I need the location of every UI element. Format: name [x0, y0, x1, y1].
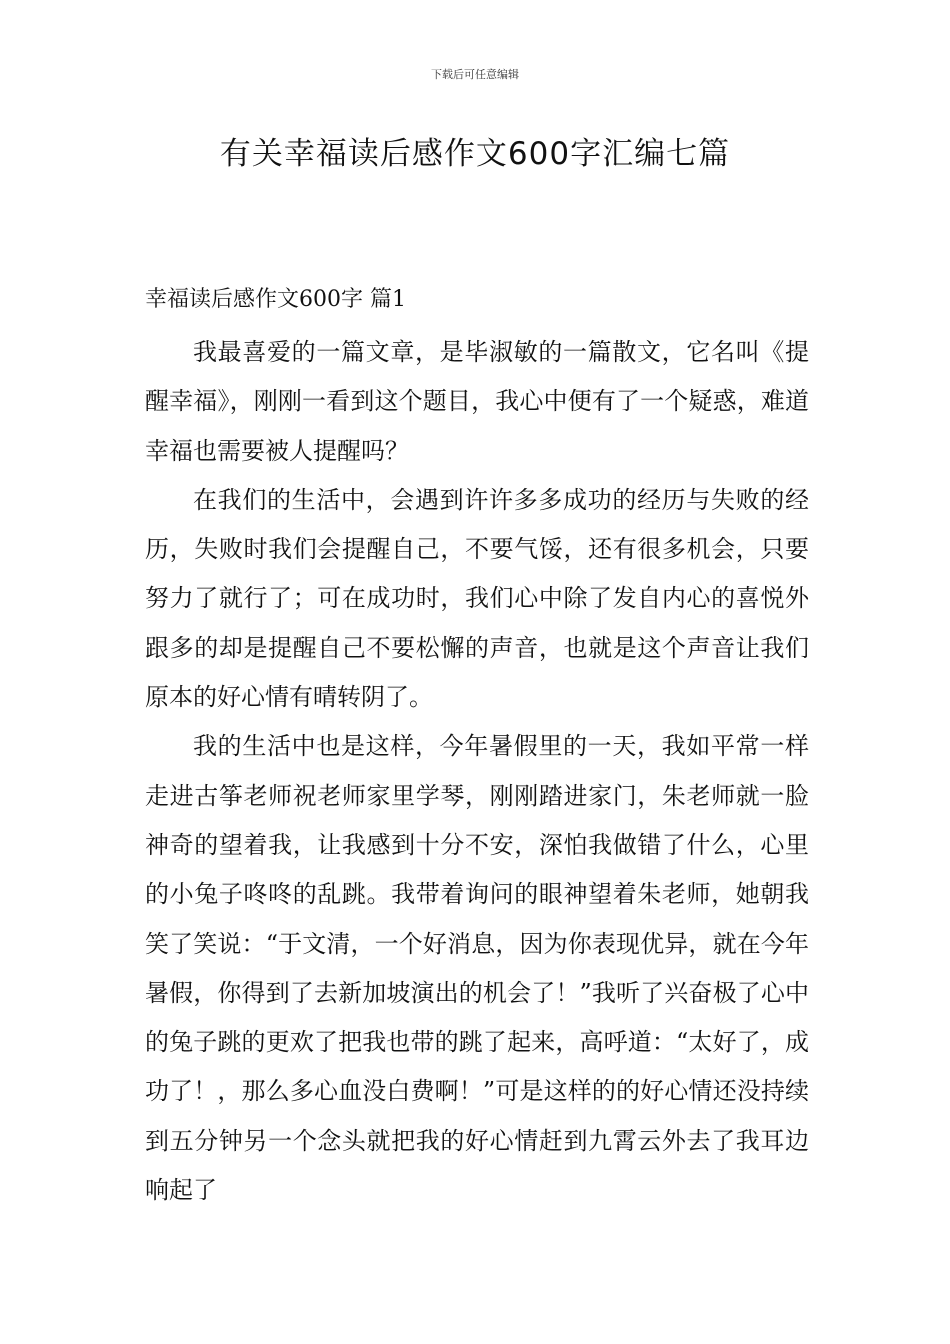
header-note: 下载后可任意编辑 [431, 68, 519, 81]
document-title: 有关幸福读后感作文600字汇编七篇 [219, 136, 731, 172]
section-heading: 幸福读后感作文600字 篇1 [145, 287, 406, 312]
body-text [145, 328, 809, 1215]
paragraph-3: 我的生活中也是这样，今年暑假里的一天，我如平常一样走进古筝老师祝老师家里学琴，刚刚踏进家门，朱老师就一脸神奇的望着我，让我感到十分不安，深怕我做错了什么，心里的小兔子咚咚的乱跳。我带着询问的眼神望着朱老师，她朝我笑了笑说：“于文清，一个好消息，因为你表现优异，就在今年暑假，你得到了去新加坡演出的机会了！”我听了兴奋极了心中的兔子跳的更欢了把我也带的跳了起来，高呼道：“太好了，成功了！，那么多心血没白费啊！”可是这样的的好心情还没持续到五分钟另一个念头就把我的好心情赶到九霄云外去了我耳边响起了 [145, 732, 809, 1205]
paragraph-2: 在我们的生活中，会遇到许许多多成功的经历与失败的经历，失败时我们会提醒自己，不要气馁，还有很多机会，只要努力了就行了；可在成功时，我们心中除了发自内心的喜悦外跟多的却是提醒自己不要松懈的声音，也就是这个声音让我们原本的好心情有晴转阴了。 [145, 485, 809, 712]
paragraph-1: 我最喜爱的一篇文章，是毕淑敏的一篇散文，它名叫《提醒幸福》，刚刚一看到这个题目，我心中便有了一个疑惑，难道幸福也需要被人提醒吗？ [145, 338, 809, 465]
